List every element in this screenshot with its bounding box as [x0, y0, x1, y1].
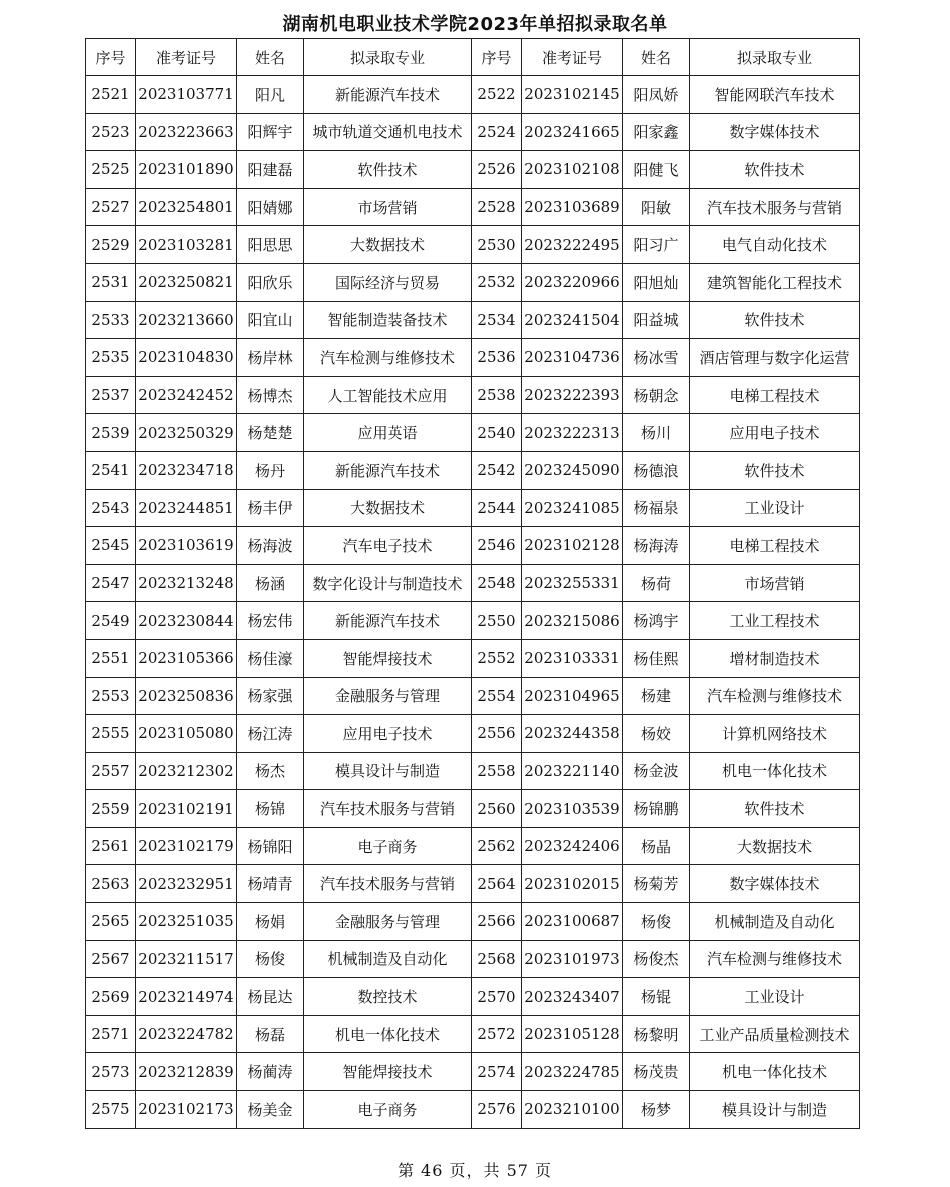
header-major: 拟录取专业	[304, 39, 472, 76]
seq-cell: 2575	[86, 1091, 136, 1129]
seq-cell: 2538	[472, 376, 522, 414]
major-cell: 大数据技术	[690, 827, 860, 865]
seq-cell: 2574	[472, 1053, 522, 1091]
seq-cell: 2569	[86, 978, 136, 1016]
name-cell: 杨博杰	[237, 376, 304, 414]
seq-cell: 2566	[472, 903, 522, 941]
seq-cell: 2535	[86, 339, 136, 377]
seq-cell: 2546	[472, 527, 522, 565]
name-cell: 阳益城	[623, 301, 690, 339]
seq-cell: 2567	[86, 940, 136, 978]
name-cell: 杨蔺涛	[237, 1053, 304, 1091]
major-cell: 模具设计与制造	[690, 1091, 860, 1129]
major-cell: 汽车技术服务与营销	[690, 188, 860, 226]
exam-id-cell: 2023230844	[136, 602, 237, 640]
major-cell: 智能焊接技术	[304, 1053, 472, 1091]
seq-cell: 2576	[472, 1091, 522, 1129]
table-row	[86, 376, 860, 414]
name-cell: 杨德浪	[623, 451, 690, 489]
seq-cell: 2529	[86, 226, 136, 264]
table-row	[86, 865, 860, 903]
name-cell: 杨朝念	[623, 376, 690, 414]
name-cell: 杨锦阳	[237, 827, 304, 865]
exam-id-cell: 2023224782	[136, 1015, 237, 1053]
seq-cell: 2558	[472, 752, 522, 790]
seq-cell: 2524	[472, 113, 522, 151]
major-cell: 酒店管理与数字化运营	[690, 339, 860, 377]
exam-id-cell: 2023103771	[136, 76, 237, 114]
header-exam-id: 准考证号	[136, 39, 237, 76]
major-cell: 工业设计	[690, 489, 860, 527]
seq-cell: 2552	[472, 639, 522, 677]
major-cell: 电子商务	[304, 1091, 472, 1129]
name-cell: 杨江涛	[237, 715, 304, 753]
exam-id-cell: 2023210100	[522, 1091, 623, 1129]
major-cell: 计算机网络技术	[690, 715, 860, 753]
seq-cell: 2530	[472, 226, 522, 264]
name-cell: 阳凡	[237, 76, 304, 114]
major-cell: 新能源汽车技术	[304, 76, 472, 114]
major-cell: 数控技术	[304, 978, 472, 1016]
major-cell: 机电一体化技术	[690, 1053, 860, 1091]
major-cell: 汽车电子技术	[304, 527, 472, 565]
exam-id-cell: 2023244358	[522, 715, 623, 753]
seq-cell: 2544	[472, 489, 522, 527]
name-cell: 杨佳濠	[237, 639, 304, 677]
exam-id-cell: 2023250821	[136, 263, 237, 301]
exam-id-cell: 2023254801	[136, 188, 237, 226]
header-exam-id: 准考证号	[522, 39, 623, 76]
major-cell: 软件技术	[690, 301, 860, 339]
name-cell: 杨锦鹏	[623, 790, 690, 828]
name-cell: 杨美金	[237, 1091, 304, 1129]
seq-cell: 2537	[86, 376, 136, 414]
table-row	[86, 226, 860, 264]
seq-cell: 2570	[472, 978, 522, 1016]
seq-cell: 2521	[86, 76, 136, 114]
seq-cell: 2540	[472, 414, 522, 452]
name-cell: 杨俊杰	[623, 940, 690, 978]
major-cell: 智能焊接技术	[304, 639, 472, 677]
major-cell: 电梯工程技术	[690, 376, 860, 414]
table-row	[86, 339, 860, 377]
major-cell: 数字媒体技术	[690, 113, 860, 151]
major-cell: 机械制造及自动化	[304, 940, 472, 978]
name-cell: 阳宜山	[237, 301, 304, 339]
exam-id-cell: 2023222495	[522, 226, 623, 264]
table-row	[86, 903, 860, 941]
table-row	[86, 76, 860, 114]
table-body	[86, 76, 860, 1129]
exam-id-cell: 2023105080	[136, 715, 237, 753]
major-cell: 工业产品质量检测技术	[690, 1015, 860, 1053]
name-cell: 阳健飞	[623, 151, 690, 189]
seq-cell: 2549	[86, 602, 136, 640]
major-cell: 金融服务与管理	[304, 677, 472, 715]
table-row	[86, 564, 860, 602]
name-cell: 阳敏	[623, 188, 690, 226]
seq-cell: 2562	[472, 827, 522, 865]
exam-id-cell: 2023242452	[136, 376, 237, 414]
major-cell: 软件技术	[304, 151, 472, 189]
major-cell: 机电一体化技术	[690, 752, 860, 790]
major-cell: 模具设计与制造	[304, 752, 472, 790]
major-cell: 大数据技术	[304, 226, 472, 264]
major-cell: 软件技术	[690, 151, 860, 189]
seq-cell: 2560	[472, 790, 522, 828]
name-cell: 杨家强	[237, 677, 304, 715]
major-cell: 智能网联汽车技术	[690, 76, 860, 114]
name-cell: 杨俊	[623, 903, 690, 941]
exam-id-cell: 2023241085	[522, 489, 623, 527]
major-cell: 电气自动化技术	[690, 226, 860, 264]
name-cell: 杨鸿宇	[623, 602, 690, 640]
major-cell: 汽车检测与维修技术	[304, 339, 472, 377]
seq-cell: 2542	[472, 451, 522, 489]
name-cell: 杨荷	[623, 564, 690, 602]
name-cell: 杨锦	[237, 790, 304, 828]
name-cell: 杨昆达	[237, 978, 304, 1016]
major-cell: 软件技术	[690, 451, 860, 489]
seq-cell: 2550	[472, 602, 522, 640]
major-cell: 市场营销	[690, 564, 860, 602]
exam-id-cell: 2023255331	[522, 564, 623, 602]
name-cell: 阳婧娜	[237, 188, 304, 226]
major-cell: 软件技术	[690, 790, 860, 828]
name-cell: 阳家鑫	[623, 113, 690, 151]
major-cell: 电梯工程技术	[690, 527, 860, 565]
seq-cell: 2527	[86, 188, 136, 226]
major-cell: 电子商务	[304, 827, 472, 865]
table-row	[86, 1053, 860, 1091]
name-cell: 杨宏伟	[237, 602, 304, 640]
exam-id-cell: 2023102108	[522, 151, 623, 189]
table-row	[86, 677, 860, 715]
name-cell: 杨岸林	[237, 339, 304, 377]
exam-id-cell: 2023222313	[522, 414, 623, 452]
name-cell: 杨海波	[237, 527, 304, 565]
seq-cell: 2573	[86, 1053, 136, 1091]
admission-table	[85, 38, 860, 1129]
exam-id-cell: 2023101973	[522, 940, 623, 978]
seq-cell: 2553	[86, 677, 136, 715]
exam-id-cell: 2023105128	[522, 1015, 623, 1053]
header-seq: 序号	[86, 39, 136, 76]
exam-id-cell: 2023104965	[522, 677, 623, 715]
name-cell: 杨锟	[623, 978, 690, 1016]
exam-id-cell: 2023103689	[522, 188, 623, 226]
table-row	[86, 263, 860, 301]
exam-id-cell: 2023212839	[136, 1053, 237, 1091]
seq-cell: 2545	[86, 527, 136, 565]
table-row	[86, 113, 860, 151]
name-cell: 杨丰伊	[237, 489, 304, 527]
major-cell: 应用英语	[304, 414, 472, 452]
seq-cell: 2554	[472, 677, 522, 715]
name-cell: 杨川	[623, 414, 690, 452]
document-title: 湖南机电职业技术学院2023年单招拟录取名单	[282, 14, 668, 35]
exam-id-cell: 2023213248	[136, 564, 237, 602]
seq-cell: 2572	[472, 1015, 522, 1053]
exam-id-cell: 2023102015	[522, 865, 623, 903]
name-cell: 杨冰雪	[623, 339, 690, 377]
exam-id-cell: 2023103281	[136, 226, 237, 264]
major-cell: 市场营销	[304, 188, 472, 226]
seq-cell: 2561	[86, 827, 136, 865]
exam-id-cell: 2023232951	[136, 865, 237, 903]
major-cell: 人工智能技术应用	[304, 376, 472, 414]
name-cell: 杨娟	[237, 903, 304, 941]
seq-cell: 2543	[86, 489, 136, 527]
exam-id-cell: 2023102179	[136, 827, 237, 865]
seq-cell: 2563	[86, 865, 136, 903]
seq-cell: 2551	[86, 639, 136, 677]
major-cell: 工业工程技术	[690, 602, 860, 640]
exam-id-cell: 2023212302	[136, 752, 237, 790]
seq-cell: 2565	[86, 903, 136, 941]
major-cell: 大数据技术	[304, 489, 472, 527]
seq-cell: 2522	[472, 76, 522, 114]
name-cell: 阳建磊	[237, 151, 304, 189]
table-row	[86, 1015, 860, 1053]
name-cell: 阳欣乐	[237, 263, 304, 301]
seq-cell: 2532	[472, 263, 522, 301]
table-row	[86, 827, 860, 865]
name-cell: 杨楚楚	[237, 414, 304, 452]
seq-cell: 2526	[472, 151, 522, 189]
name-cell: 杨靖青	[237, 865, 304, 903]
seq-cell: 2539	[86, 414, 136, 452]
exam-id-cell: 2023251035	[136, 903, 237, 941]
exam-id-cell: 2023103619	[136, 527, 237, 565]
table-row	[86, 752, 860, 790]
exam-id-cell: 2023222393	[522, 376, 623, 414]
exam-id-cell: 2023244851	[136, 489, 237, 527]
seq-cell: 2531	[86, 263, 136, 301]
exam-id-cell: 2023234718	[136, 451, 237, 489]
exam-id-cell: 2023102145	[522, 76, 623, 114]
exam-id-cell: 2023104830	[136, 339, 237, 377]
exam-id-cell: 2023102173	[136, 1091, 237, 1129]
exam-id-cell: 2023104736	[522, 339, 623, 377]
exam-id-cell: 2023103331	[522, 639, 623, 677]
name-cell: 杨涵	[237, 564, 304, 602]
seq-cell: 2534	[472, 301, 522, 339]
seq-cell: 2536	[472, 339, 522, 377]
exam-id-cell: 2023224785	[522, 1053, 623, 1091]
name-cell: 阳辉宇	[237, 113, 304, 151]
exam-id-cell: 2023241665	[522, 113, 623, 151]
major-cell: 数字化设计与制造技术	[304, 564, 472, 602]
table-row	[86, 527, 860, 565]
seq-cell: 2548	[472, 564, 522, 602]
seq-cell: 2525	[86, 151, 136, 189]
name-cell: 杨俊	[237, 940, 304, 978]
name-cell: 杨海涛	[623, 527, 690, 565]
name-cell: 杨佳熙	[623, 639, 690, 677]
table-row	[86, 489, 860, 527]
header-name: 姓名	[623, 39, 690, 76]
table-row	[86, 414, 860, 452]
name-cell: 杨福泉	[623, 489, 690, 527]
name-cell: 杨菊芳	[623, 865, 690, 903]
major-cell: 金融服务与管理	[304, 903, 472, 941]
exam-id-cell: 2023101890	[136, 151, 237, 189]
name-cell: 杨黎明	[623, 1015, 690, 1053]
major-cell: 数字媒体技术	[690, 865, 860, 903]
table-row	[86, 940, 860, 978]
table-row	[86, 790, 860, 828]
table-row	[86, 1091, 860, 1129]
seq-cell: 2564	[472, 865, 522, 903]
seq-cell: 2541	[86, 451, 136, 489]
exam-id-cell: 2023221140	[522, 752, 623, 790]
exam-id-cell: 2023243407	[522, 978, 623, 1016]
exam-id-cell: 2023245090	[522, 451, 623, 489]
name-cell: 阳思思	[237, 226, 304, 264]
major-cell: 城市轨道交通机电技术	[304, 113, 472, 151]
exam-id-cell: 2023220966	[522, 263, 623, 301]
table-row	[86, 301, 860, 339]
major-cell: 汽车检测与维修技术	[690, 940, 860, 978]
exam-id-cell: 2023215086	[522, 602, 623, 640]
exam-id-cell: 2023211517	[136, 940, 237, 978]
major-cell: 汽车技术服务与营销	[304, 790, 472, 828]
header-name: 姓名	[237, 39, 304, 76]
exam-id-cell: 2023241504	[522, 301, 623, 339]
seq-cell: 2528	[472, 188, 522, 226]
name-cell: 杨丹	[237, 451, 304, 489]
table-row	[86, 602, 860, 640]
exam-id-cell: 2023102191	[136, 790, 237, 828]
seq-cell: 2533	[86, 301, 136, 339]
name-cell: 阳习广	[623, 226, 690, 264]
exam-id-cell: 2023100687	[522, 903, 623, 941]
name-cell: 杨茂贵	[623, 1053, 690, 1091]
seq-cell: 2568	[472, 940, 522, 978]
seq-cell: 2555	[86, 715, 136, 753]
header-major: 拟录取专业	[690, 39, 860, 76]
exam-id-cell: 2023242406	[522, 827, 623, 865]
exam-id-cell: 2023250836	[136, 677, 237, 715]
major-cell: 建筑智能化工程技术	[690, 263, 860, 301]
exam-id-cell: 2023102128	[522, 527, 623, 565]
page-footer: 第 46 页，共 57 页	[397, 1161, 553, 1180]
major-cell: 汽车技术服务与营销	[304, 865, 472, 903]
name-cell: 阳旭灿	[623, 263, 690, 301]
major-cell: 增材制造技术	[690, 639, 860, 677]
major-cell: 国际经济与贸易	[304, 263, 472, 301]
exam-id-cell: 2023250329	[136, 414, 237, 452]
table-row	[86, 715, 860, 753]
table-header-row	[86, 39, 860, 76]
name-cell: 阳凤娇	[623, 76, 690, 114]
table-row	[86, 978, 860, 1016]
major-cell: 汽车检测与维修技术	[690, 677, 860, 715]
table-row	[86, 639, 860, 677]
exam-id-cell: 2023214974	[136, 978, 237, 1016]
seq-cell: 2556	[472, 715, 522, 753]
major-cell: 机械制造及自动化	[690, 903, 860, 941]
name-cell: 杨金波	[623, 752, 690, 790]
seq-cell: 2559	[86, 790, 136, 828]
major-cell: 应用电子技术	[690, 414, 860, 452]
exam-id-cell: 2023223663	[136, 113, 237, 151]
major-cell: 工业设计	[690, 978, 860, 1016]
name-cell: 杨磊	[237, 1015, 304, 1053]
major-cell: 新能源汽车技术	[304, 602, 472, 640]
header-seq: 序号	[472, 39, 522, 76]
name-cell: 杨晶	[623, 827, 690, 865]
name-cell: 杨姣	[623, 715, 690, 753]
seq-cell: 2557	[86, 752, 136, 790]
major-cell: 应用电子技术	[304, 715, 472, 753]
seq-cell: 2571	[86, 1015, 136, 1053]
major-cell: 智能制造装备技术	[304, 301, 472, 339]
name-cell: 杨建	[623, 677, 690, 715]
exam-id-cell: 2023213660	[136, 301, 237, 339]
seq-cell: 2523	[86, 113, 136, 151]
name-cell: 杨杰	[237, 752, 304, 790]
exam-id-cell: 2023103539	[522, 790, 623, 828]
major-cell: 新能源汽车技术	[304, 451, 472, 489]
exam-id-cell: 2023105366	[136, 639, 237, 677]
major-cell: 机电一体化技术	[304, 1015, 472, 1053]
table-row	[86, 188, 860, 226]
name-cell: 杨梦	[623, 1091, 690, 1129]
table-row	[86, 151, 860, 189]
table-row	[86, 451, 860, 489]
seq-cell: 2547	[86, 564, 136, 602]
